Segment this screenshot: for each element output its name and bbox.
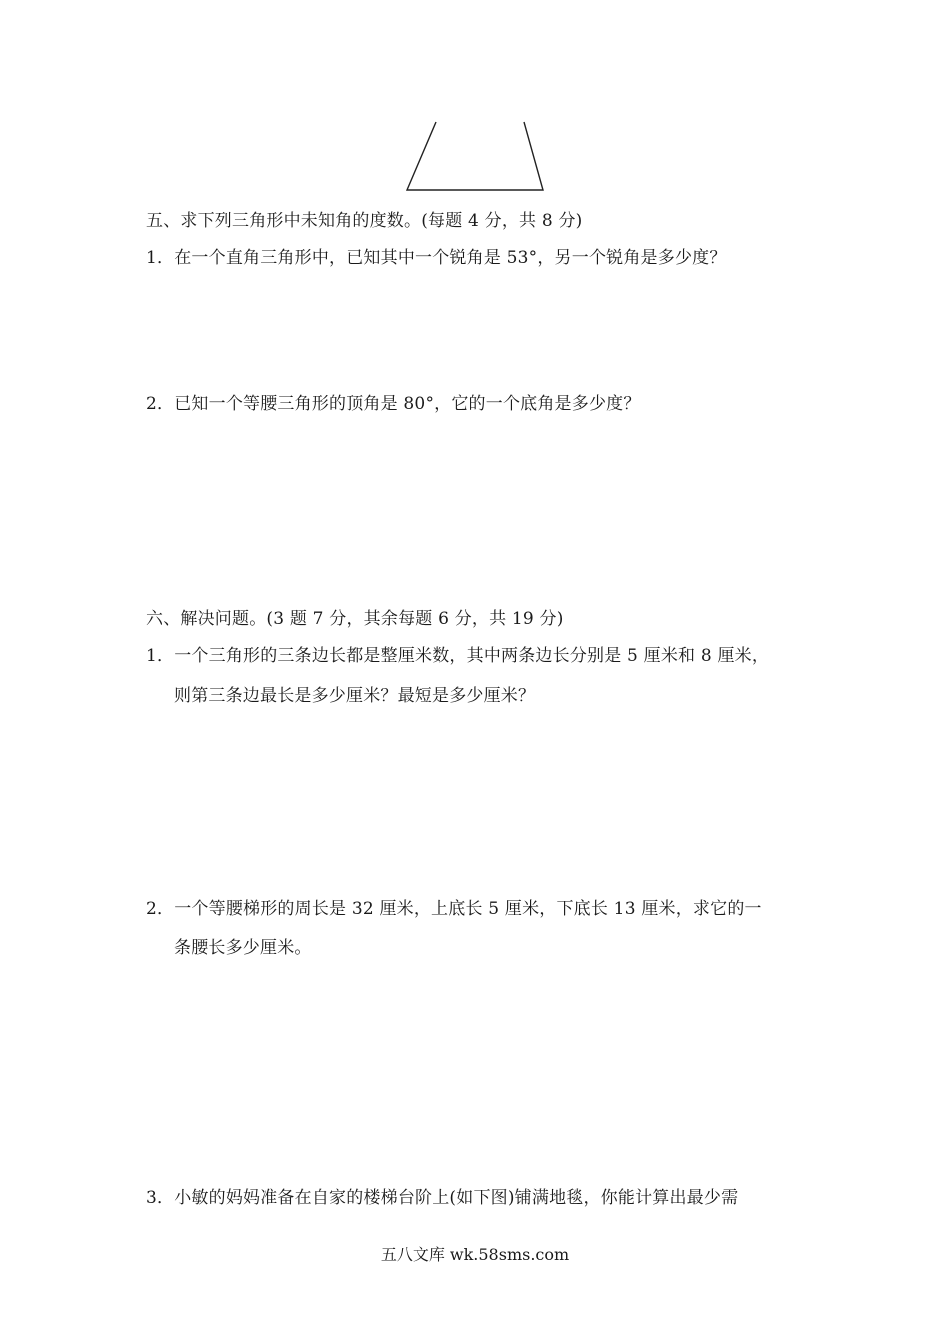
section6-question-2-line-1: 2．一个等腰梯形的周长是 32 厘米，上底长 5 厘米，下底长 13 厘米，求它的一 bbox=[146, 899, 762, 919]
section6-heading: 六、解决问题。(3 题 7 分，其余每题 6 分，共 19 分) bbox=[146, 609, 564, 629]
trapezoid-outline bbox=[407, 122, 543, 190]
trapezoid-figure bbox=[400, 118, 550, 196]
section5-question-2: 2．已知一个等腰三角形的顶角是 80°，它的一个底角是多少度？ bbox=[146, 394, 641, 414]
section5-heading: 五、求下列三角形中未知角的度数。(每题 4 分，共 8 分) bbox=[146, 211, 583, 231]
section6-question-1-line-2: 则第三条边最长是多少厘米？最短是多少厘米？ bbox=[174, 686, 536, 706]
section5-question-1: 1．在一个直角三角形中，已知其中一个锐角是 53°，另一个锐角是多少度？ bbox=[146, 248, 727, 268]
section6-question-1-line-1: 1．一个三角形的三条边长都是整厘米数，其中两条边长分别是 5 厘米和 8 厘米， bbox=[146, 646, 770, 666]
section6-question-3-line-1: 3．小敏的妈妈准备在自家的楼梯台阶上(如下图)铺满地毯，你能计算出最少需 bbox=[146, 1188, 739, 1208]
section6-question-2-line-2: 条腰长多少厘米。 bbox=[174, 938, 312, 958]
page-footer: 五八文库 wk.58sms.com bbox=[380, 1245, 570, 1264]
